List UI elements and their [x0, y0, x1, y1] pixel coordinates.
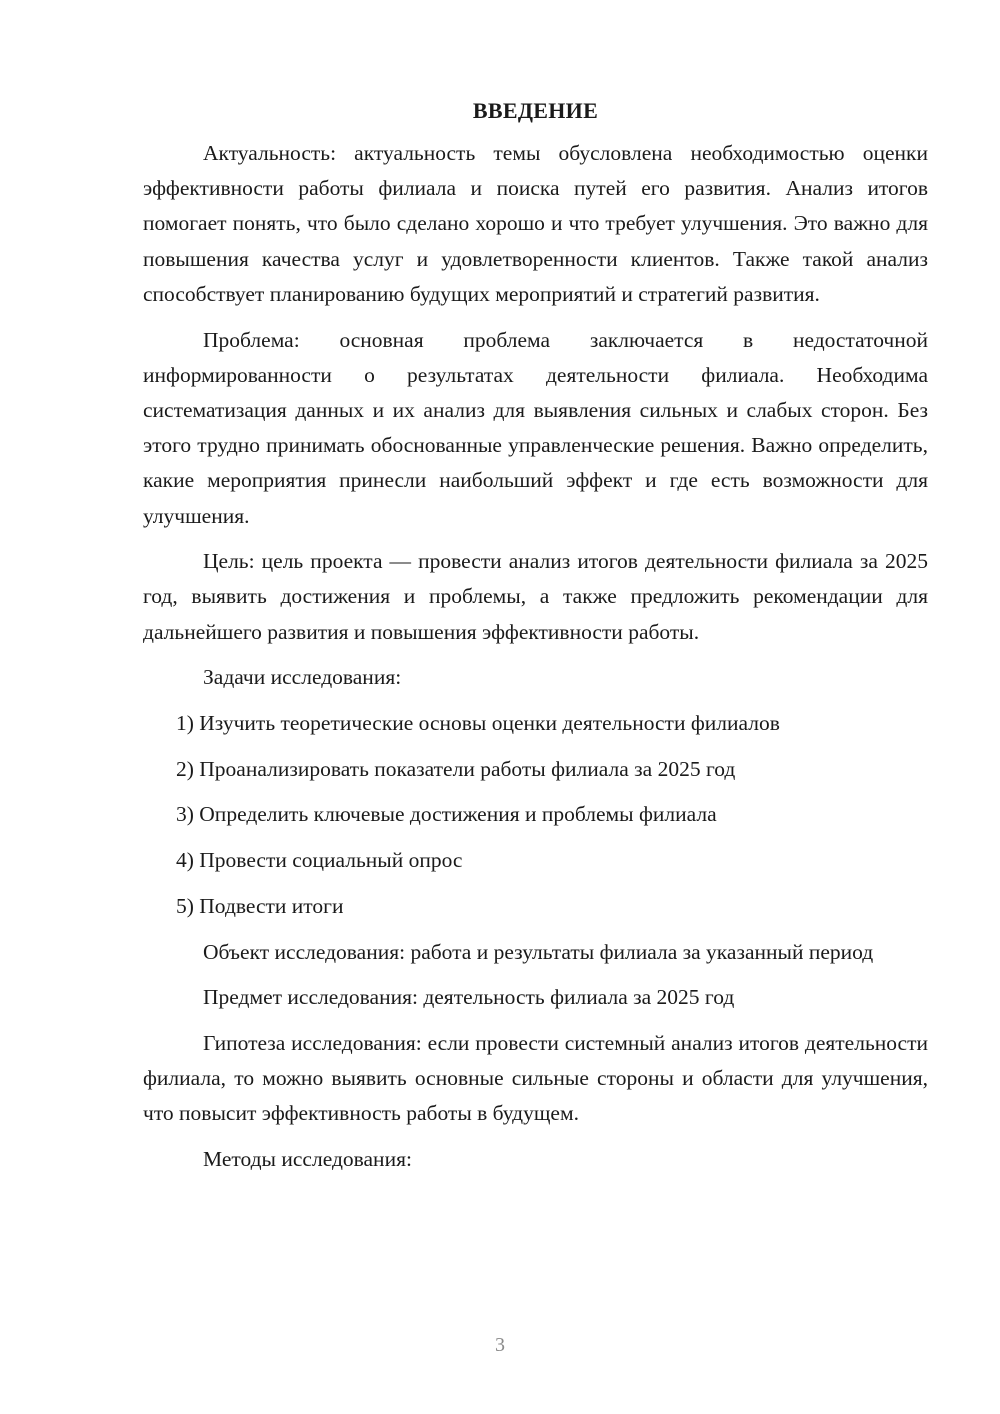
- problem-paragraph: Проблема: основная проблема заключается в недостаточной информированности о результатах деятельности филиала. Необходима систематизация данных и их анализ для выявления сильных и слабых сторон. Без этого трудно принимать обоснованные управленческие решения. Важно определить, какие мероприятия принесли наибольший эффект и где есть возможности для улучшения.: [143, 327, 928, 528]
- subject-paragraph: Предмет исследования: деятельность филиала за 2025 год: [203, 985, 735, 1010]
- hypothesis-paragraph: Гипотеза исследования: если провести системный анализ итогов деятельности филиала, то можно выявить основные сильные стороны и области для улучшения, что повысит эффективность работы в будущем.: [143, 1030, 928, 1126]
- relevance-paragraph: Актуальность: актуальность темы обусловлена необходимостью оценки эффективности работы филиала и поиска путей его развития. Анализ итогов помогает понять, что было сделано хорошо и что требует улучшения. Это важно для повышения качества услуг и удовлетворенности клиентов. Также такой анализ способствует планированию будущих мероприятий и стратегий развития.: [143, 141, 928, 306]
- list-item: 3) Определить ключевые достижения и проблемы филиала: [176, 802, 717, 827]
- tasks-heading: Задачи исследования:: [203, 665, 402, 690]
- list-item: 2) Проанализировать показатели работы филиала за 2025 год: [176, 756, 736, 781]
- page-number: 3: [495, 1334, 505, 1356]
- list-item: 4) Провести социальный опрос: [176, 848, 463, 873]
- methods-heading: Методы исследования:: [203, 1147, 412, 1172]
- goal-paragraph: Цель: цель проекта — провести анализ итогов деятельности филиала за 2025 год, выявить достижения и проблемы, а также предложить рекомендации для дальнейшего развития и повышения эффективности работы.: [143, 549, 928, 644]
- list-item: 5) Подвести итоги: [176, 893, 344, 918]
- section-heading: ВВЕДЕНИЕ: [472, 98, 599, 123]
- list-item: 1) Изучить теоретические основы оценки деятельности филиалов: [176, 711, 780, 736]
- page-content: [143, 96, 928, 1188]
- object-paragraph: Объект исследования: работа и результаты филиала за указанный период: [203, 939, 874, 964]
- tasks-list: [143, 706, 928, 924]
